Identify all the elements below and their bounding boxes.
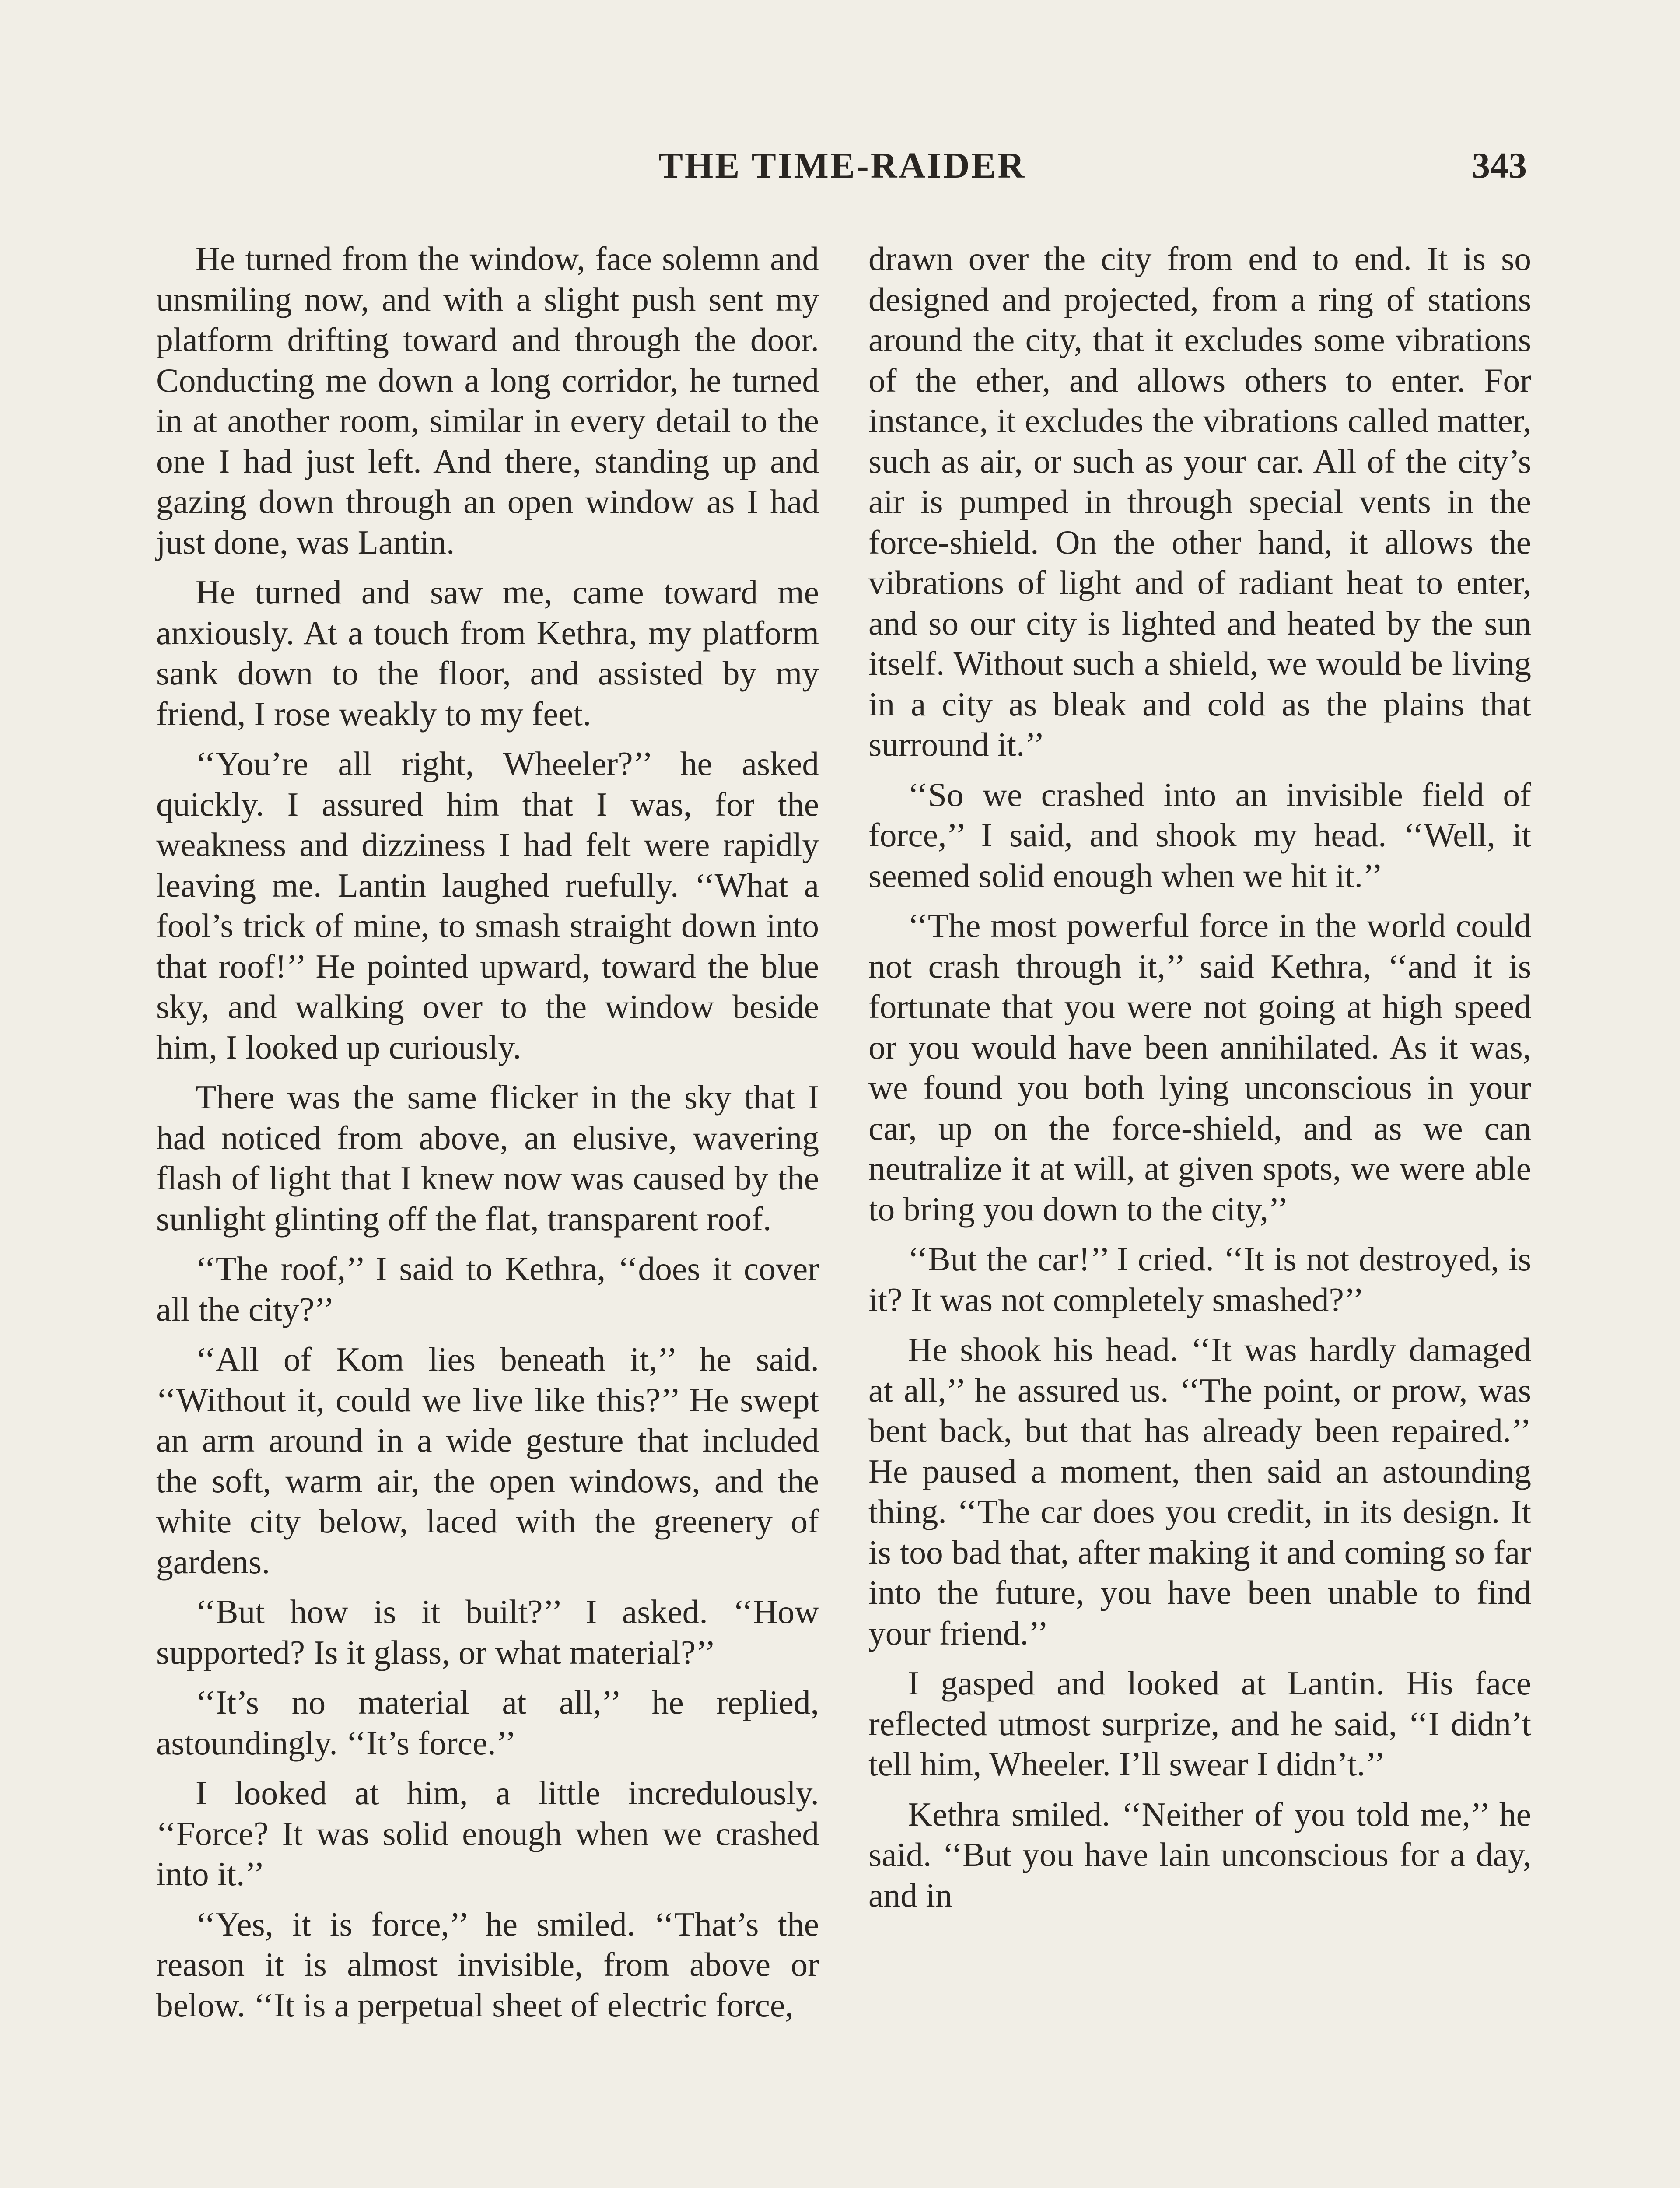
- paragraph: ‘‘It’s no material at all,’’ he replied, astoundingly. ‘‘It’s force.’’: [156, 1683, 819, 1762]
- paragraph: ‘‘The most powerful force in the world could not crash through it,’’ said Kethra, ‘‘and it is fortunate that you were not going at high speed or you would have been annihilated. As it was, we found you both lying unconscious in your car, up on the force-shield, and as we can neutralize it at will, at given spots, we were able to bring you down to the city,’’: [868, 907, 1531, 1228]
- page-title: THE TIME-RAIDER: [658, 145, 1026, 186]
- right-column: [868, 238, 1531, 1925]
- paragraph: He shook his head. ‘‘It was hardly damaged at all,’’ he assured us. ‘‘The point, or prow, was bent back, but that has already been repaired.’’ He paused a moment, then said an astounding thing. ‘‘The car does you credit, in its design. It is too bad that, after making it and coming so far into the future, you have been unable to find your friend.’’: [868, 1331, 1531, 1652]
- paragraph: ‘‘You’re all right, Wheeler?’’ he asked quickly. I assured him that I was, for the weakness and dizziness I had felt were rapidly leaving me. Lantin laughed ruefully. ‘‘What a fool’s trick of mine, to smash straight down into that roof!’’ He pointed upward, toward the blue sky, and walking over to the window beside him, I looked up curiously.: [156, 745, 819, 1066]
- paragraph: Kethra smiled. ‘‘Neither of you told me,’’ he said. ‘‘But you have lain unconscious for a day, and in: [868, 1795, 1531, 1914]
- paragraph: ‘‘But how is it built?’’ I asked. ‘‘How supported? Is it glass, or what material?’’: [156, 1593, 819, 1671]
- paragraph: There was the same flicker in the sky that I had noticed from above, an elusive, wavering flash of light that I knew now was caused by the sunlight glinting off the flat, transparent roof.: [156, 1078, 819, 1238]
- paragraph: He turned from the window, face solemn and unsmiling now, and with a slight push sent my platform drifting toward and through the door. Conducting me down a long corridor, he turned in at another room, similar in every detail to the one I had just left. And there, standing up and gazing down through an open window as I had just done, was Lantin.: [156, 240, 819, 561]
- running-head: [158, 144, 1527, 193]
- paragraph: drawn over the city from end to end. It is so designed and projected, from a ring of stations around the city, that it excludes some vibrations of the ether, and allows others to enter. For instance, it excludes the vibrations called matter, such as air, or such as your car. All of the city’s air is pumped in through special vents in the force-shield. On the other hand, it allows the vibrations of light and of radiant heat to enter, and so our city is lighted and heated by the sun itself. Without such a shield, we would be living in a city as bleak and cold as the plains that surround it.’’: [868, 240, 1531, 763]
- paragraph: ‘‘All of Kom lies beneath it,’’ he said. ‘‘Without it, could we live like this?’’ He swept an arm around in a wide gesture that included the soft, warm air, the open windows, and the white city below, laced with the greenery of gardens.: [156, 1340, 819, 1581]
- paragraph: ‘‘So we crashed into an invisible field of force,’’ I said, and shook my head. ‘‘Well, it seemed solid enough when we hit it.’’: [868, 775, 1531, 894]
- left-column: [156, 238, 819, 2035]
- paragraph: I gasped and looked at Lantin. His face reflected utmost surprize, and he said, ‘‘I didn’t tell him, Wheeler. I’ll swear I didn’t.’’: [868, 1664, 1531, 1783]
- paragraph: ‘‘Yes, it is force,’’ he smiled. ‘‘That’s the reason it is almost invisible, from above or below. ‘‘It is a perpetual sheet of electric force,: [156, 1905, 819, 2024]
- paragraph: ‘‘But the car!’’ I cried. ‘‘It is not destroyed, is it? It was not completely smashed?’’: [868, 1240, 1531, 1318]
- paragraph: He turned and saw me, came toward me anxiously. At a touch from Kethra, my platform sank down to the floor, and assisted by my friend, I rose weakly to my feet.: [156, 573, 819, 733]
- paragraph: I looked at him, a little incredulously. ‘‘Force? It was solid enough when we crashed into it.’’: [156, 1774, 819, 1893]
- paragraph: ‘‘The roof,’’ I said to Kethra, ‘‘does it cover all the city?’’: [156, 1250, 819, 1328]
- page-number: 343: [1472, 145, 1527, 186]
